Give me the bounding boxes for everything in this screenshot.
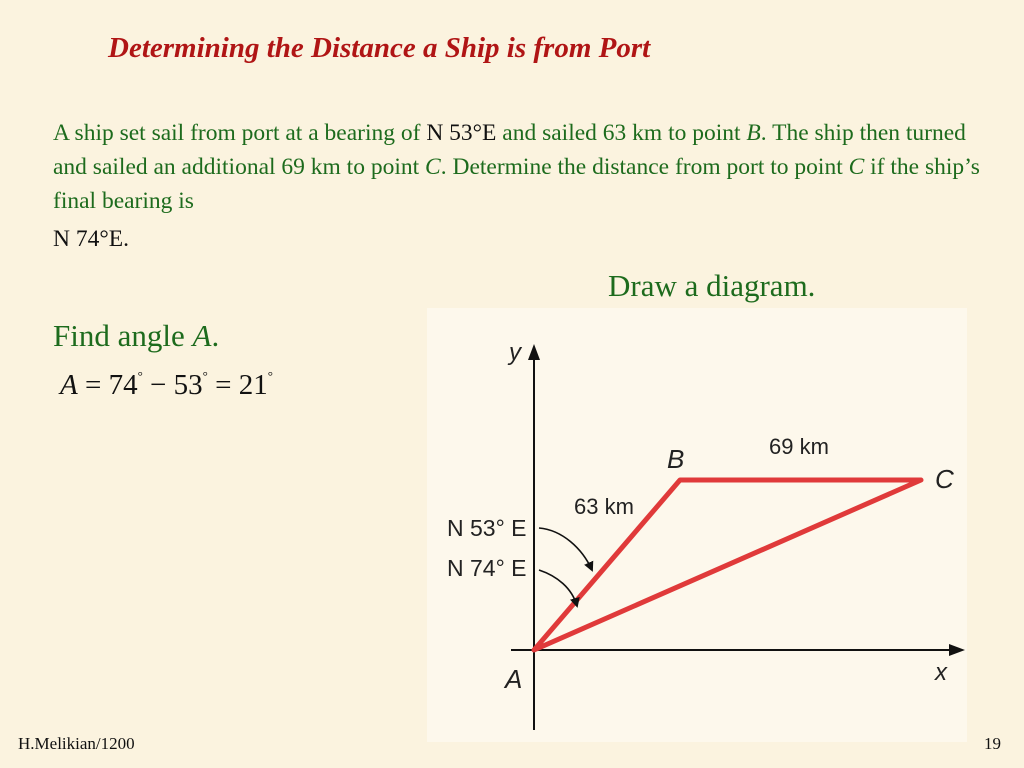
y-axis-arrow — [528, 344, 540, 360]
find-angle-var: A — [192, 318, 212, 353]
bearing-text-1: N 53°E — [426, 120, 497, 146]
point-c-label: C — [935, 464, 954, 494]
ship-diagram — [427, 308, 967, 742]
point-b-label: B — [667, 444, 685, 474]
point-a-label: A — [505, 664, 523, 694]
problem-text-1: A ship set sail from port at a bearing of — [53, 120, 427, 146]
find-angle-period: . — [211, 318, 220, 353]
point-c-ref-2: C — [848, 154, 865, 180]
bearing-text-2: N 74°E. — [53, 226, 129, 252]
problem-text-3: . The ship then turned and sailed an additional 69 km to point — [53, 120, 966, 180]
x-axis-label: x — [935, 659, 947, 686]
side-bc-label: 69 km — [769, 434, 829, 459]
bearing-arc-n53e — [539, 528, 592, 570]
point-b-ref: B — [746, 120, 761, 146]
find-angle-text: Find angle — [53, 318, 193, 353]
equation-deg1: ° — [137, 368, 143, 383]
equation-deg2: ° — [202, 368, 208, 383]
side-ab-label: 63 km — [574, 494, 634, 519]
diagram-svg — [427, 308, 967, 742]
equation-deg3: ° — [267, 368, 273, 383]
bearing-2-label: N 74° E — [447, 555, 527, 581]
equation-lhs: A — [60, 369, 78, 401]
angle-equation — [60, 368, 273, 402]
equation-minus: − 53 — [142, 369, 203, 401]
equation-eq2: = 21 — [207, 369, 268, 401]
problem-text-4: . Determine the distance from port to point — [440, 154, 849, 180]
draw-diagram-label: Draw a diagram. — [608, 268, 816, 303]
y-axis-label: y — [509, 339, 521, 366]
page-number: 19 — [984, 734, 1001, 753]
point-c-ref: C — [425, 154, 441, 180]
footer-author: H.Melikian/1200 — [18, 734, 135, 753]
problem-text-2: and sailed 63 km to point — [496, 120, 747, 146]
equation-eq1: = 74 — [77, 369, 138, 401]
bearing-1-label: N 53° E — [447, 515, 527, 541]
problem-statement — [53, 116, 983, 256]
slide-title: Determining the Distance a Ship is from Port — [108, 32, 651, 64]
problem-text-5: if the ship’s final bearing is — [53, 154, 980, 214]
x-axis-arrow — [949, 644, 965, 656]
find-angle-heading — [53, 318, 219, 354]
bearing-arc-n74e — [539, 570, 577, 606]
